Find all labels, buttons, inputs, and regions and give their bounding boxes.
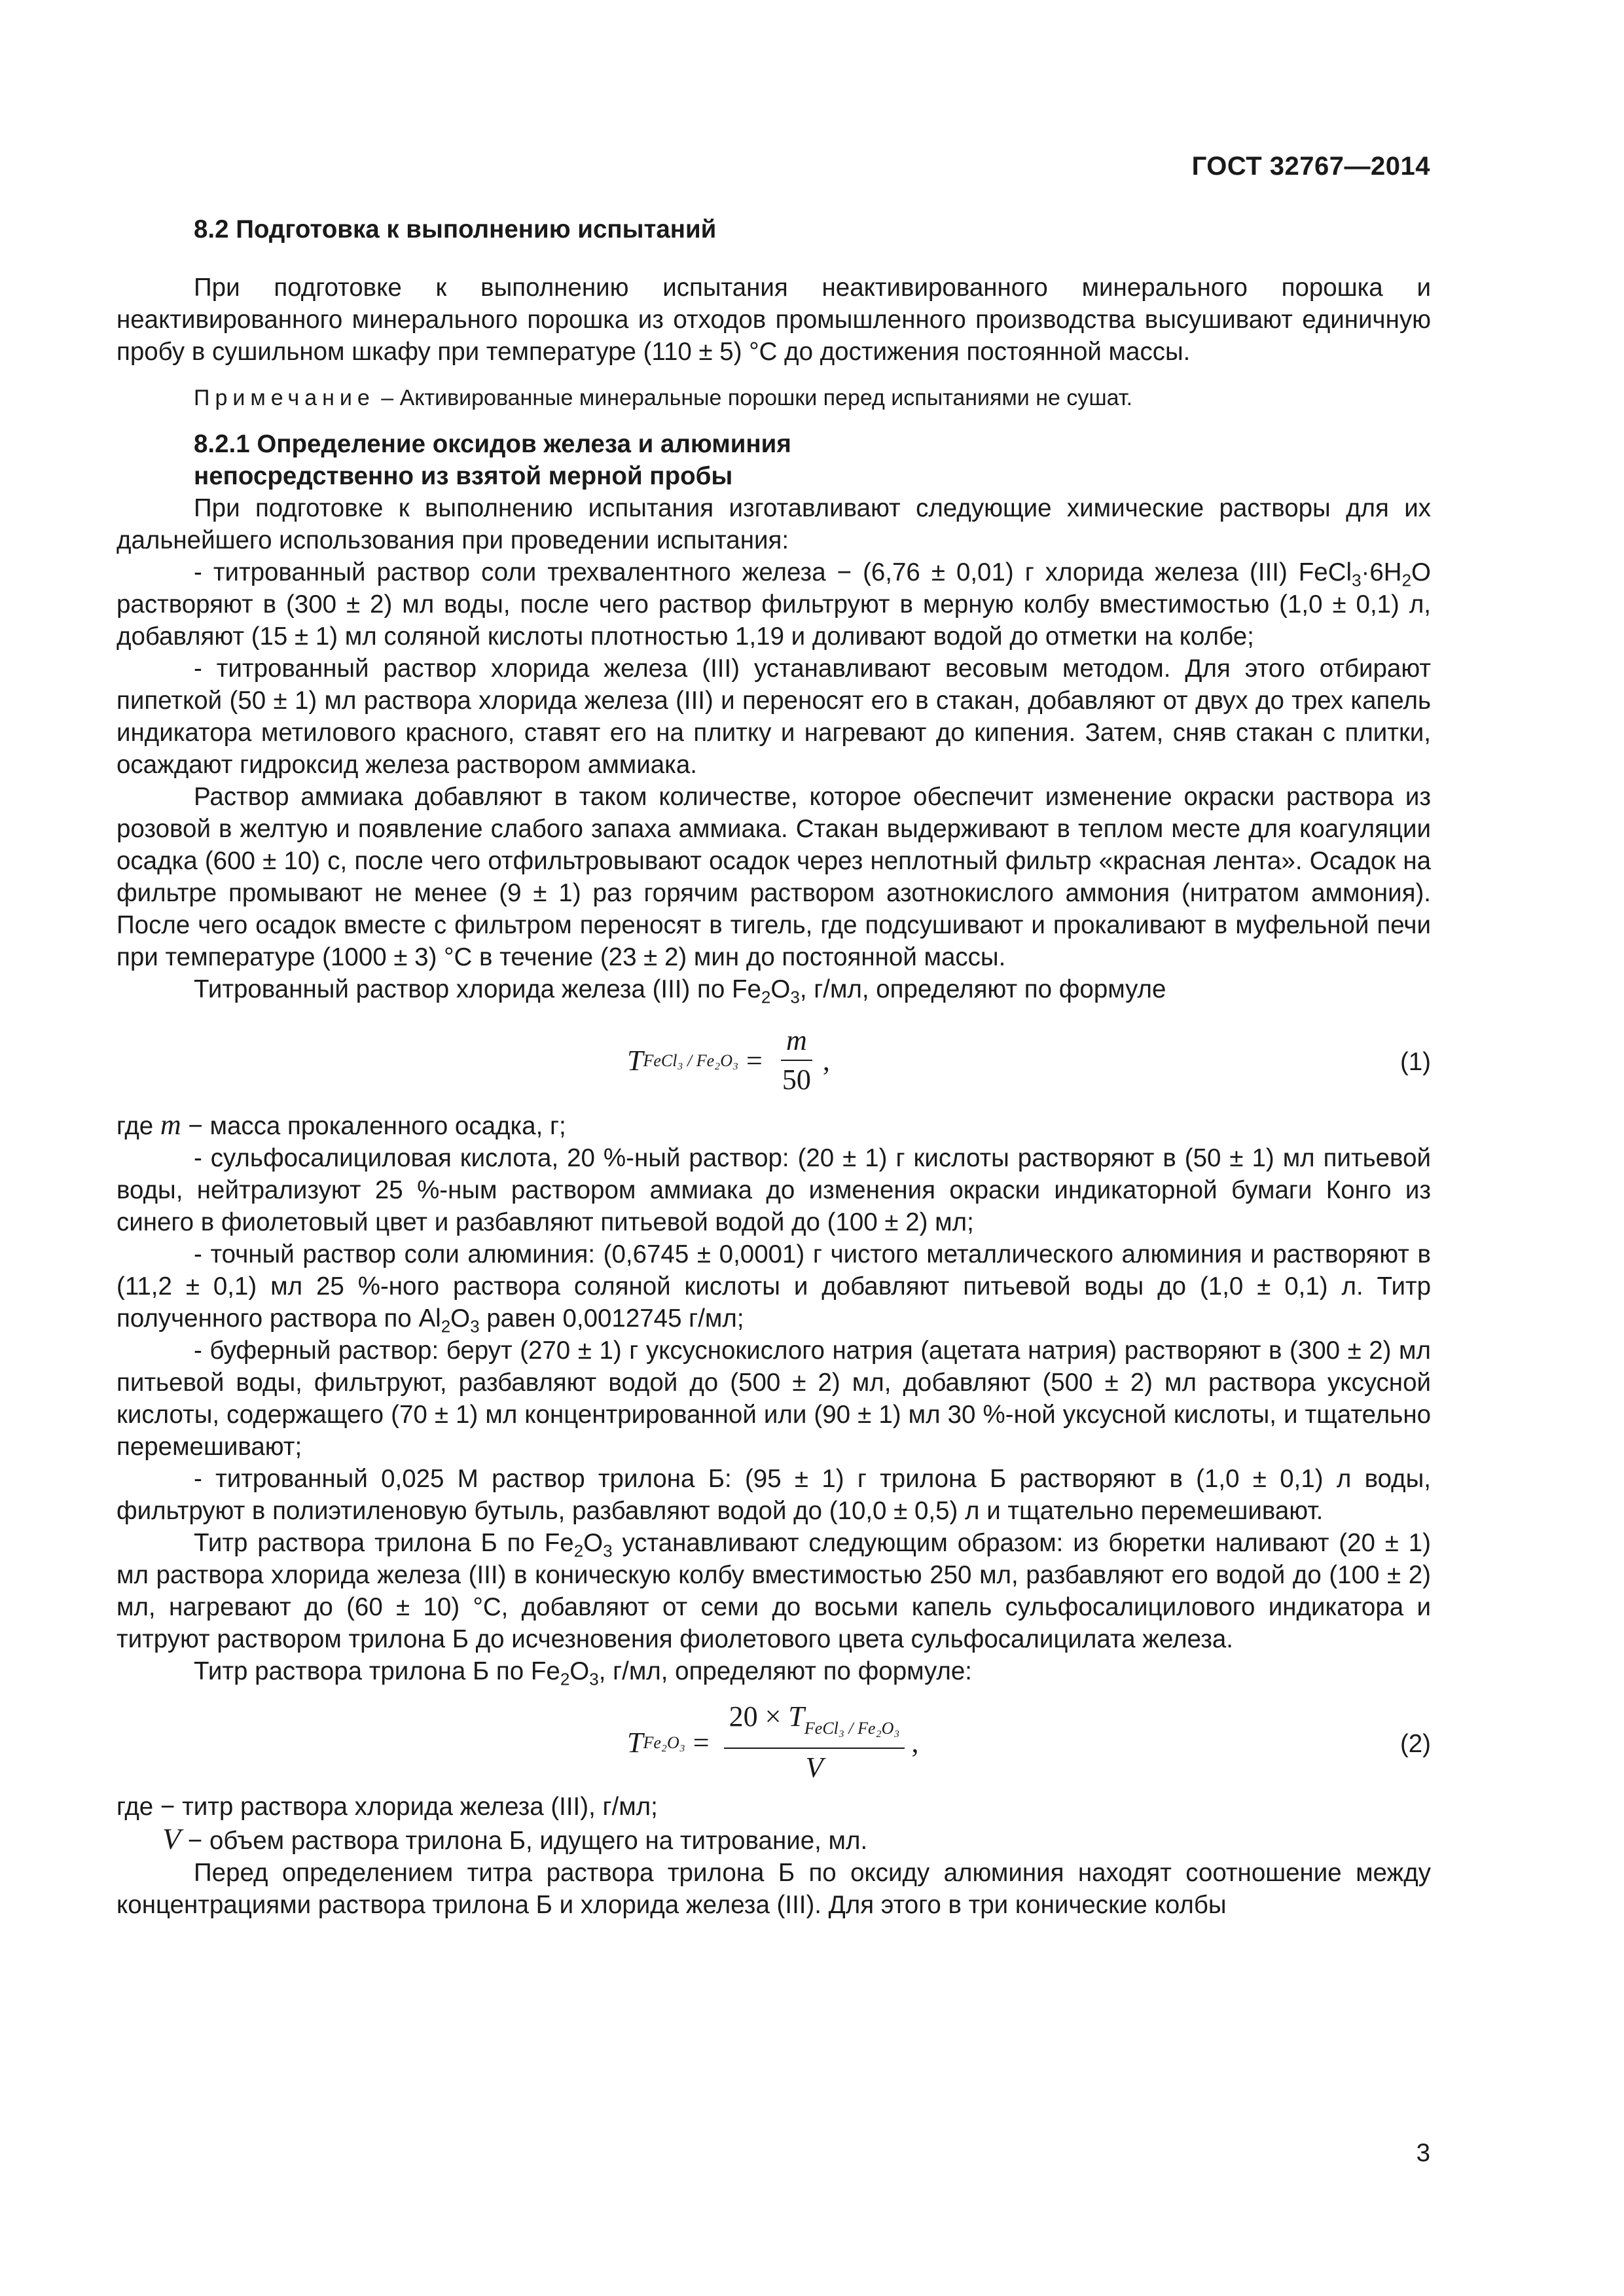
list-item-ferric-solution: - титрованный раствор соли трехвалентного железа − (6,76 ± 0,01) г хлорида железа (III) $FeCl_3\cdot 6H_2O$ растворяют в (300 ± 2) мл воды, после чего раствор фильтруют в мерную колбу вместимостью (1,0 ± 0,1) л, добавляют (15 ± 1) мл соляной кислоты плотностью 1,19 и доливают водой до отметки на колбе; — [117, 558, 1431, 651]
formula2-fraction — [724, 1700, 905, 1784]
where-m: где m − масса прокаленного осадка, г; — [117, 1109, 566, 1141]
formula2-tail: , — [911, 1726, 919, 1759]
formula1-eq: = — [746, 1044, 763, 1077]
note-label: Примечание — [194, 386, 375, 410]
paragraph-drying: При подготовке к выполнению испытания неактивированного минерального порошка и неактивированного минерального порошка из отходов промышленного производства высушивают единичную пробу в сушильном шкафу при температуре (110 ± 5) °С до достижения постоянной массы. — [117, 274, 1431, 366]
paragraph-last: Перед определением титра раствора трилона Б по оксиду алюминия находят соотношение между концентрациями раствора трилона Б и хлорида железа (III). Для этого в три конические колбы — [117, 1859, 1431, 1919]
formula2-numerator: $20 \times T_{FeCl_3 / Fe_2O_3}$ — [724, 1700, 905, 1749]
formula2-number: (2) — [1399, 1730, 1431, 1758]
note-text: – Активированные минеральные порошки перед испытаниями не сушат. — [374, 386, 1133, 410]
formula2-denominator: V — [805, 1751, 823, 1784]
list-item-buffer: - буферный раствор: берут (270 ± 1) г уксуснокислого натрия (ацетата натрия) растворяют в (300 ± 2) мл питьевой воды, фильтруют, разбавляют водой до (500 ± 2) мл, добавляют (500 ± 2) мл раствора уксусной кислоты, содержащего (70 ± 1) мл концентрированной или (90 ± 1) мл 30 %-ной уксусной кислоты, и тщательно перемешивают; — [117, 1336, 1431, 1461]
formula2-lhs-sub: Fe₂O₃ — [643, 1732, 685, 1752]
paragraph-ammonia: Раствор аммиака добавляют в таком количестве, которое обеспечит изменение окраски раствора из розовой в желтую и появление слабого запаха аммиака. Стакан выдерживают в теплом месте для коагуляции осадка (600 ± 10) с, после чего отфильтровывают осадок через неплотный фильтр «красная лента». Осадок на фильтре промывают не менее (9 ± 1) раз горячим раствором азотнокислого аммония (нитратом аммония). После чего осадок вместе с фильтром переносят в тигель, где подсушивают и прокаливают в муфельной печи при температуре (1000 ± 3) °С в течение (23 ± 2) мин до постоянной массы. — [117, 783, 1431, 971]
page-number: 3 — [1416, 2139, 1430, 2167]
section-heading-8-2: 8.2 Подготовка к выполнению испытаний — [194, 215, 717, 243]
list-item-aluminium: - точный раствор соли алюминия: (0,6745 ± 0,0001) г чистого металлического алюминия и растворяют в (11,2 ± 0,1) мл 25 %-ного раствора соляной кислоты и добавляют питьевой воды до (1,0 ± 0,1) л. Титр полученного раствора по $Al_2O_3$ равен 0,0012745 г/мл; — [117, 1240, 1431, 1336]
note — [117, 384, 1431, 412]
formula1-tail: , — [822, 1044, 830, 1077]
formula2-eq: = — [693, 1726, 710, 1759]
section-heading-8-2-1-line2: непосредственно из взятой мерной пробы — [194, 462, 733, 490]
paragraph-trilon-titr: Титр раствора трилона Б по $Fe_2O_3$ устанавливают следующим образом: из бюретки наливают (20 ± 1) мл раствора хлорида железа (III) в коническую колбу вместимостью 250 мл, разбавляют его водой до (100 ± 2) мл, нагревают до (60 ± 10) °С, добавляют от семи до восьми капель сульфосалицилового индикатора и титруют раствором трилона Б до исчезновения фиолетового цвета сульфосалицилата железа. — [117, 1529, 1431, 1653]
paragraph-trilon-formula-intro: Титр раствора трилона Б по $Fe_2O_3$, г/мл, определяют по формуле: — [194, 1657, 973, 1689]
page-content — [117, 213, 1431, 1921]
formula1-denominator: 50 — [782, 1064, 811, 1096]
where-titr: где − титр раствора хлорида железа (III), г/мл; — [117, 1793, 658, 1821]
paragraph-titr-fe: Титрованный раствор хлорида железа (III) по $Fe_2O_3$, г/мл, определяют по формуле — [194, 975, 1166, 1007]
list-item-ferric-chloride-weight: - титрованный раствор хлорида железа (III) устанавливают весовым методом. Для этого отбирают пипеткой (50 ± 1) мл раствора хлорида железа (III) и переносят его в стакан, добавляют от двух до трех капель индикатора метилового красного, ставят его на плитку и нагревают до кипения. Затем, сняв стакан с плитки, осаждают гидроксид железа раствором аммиака. — [117, 655, 1431, 779]
where-v: V − объем раствора трилона Б, идущего на титрование, мл. — [162, 1822, 868, 1856]
formula1-fraction — [777, 1024, 816, 1096]
list-item-sulfosalicylic: - сульфосалициловая кислота, 20 %-ный раствор: (20 ± 1) г кислоты растворяют в (50 ± 1) мл питьевой воды, нейтрализуют 25 %-ным раствором аммиака до изменения окраски индикаторной бумаги Конго из синего в фиолетовый цвет и разбавляют питьевой водой до (100 ± 2) мл; — [117, 1144, 1431, 1236]
formula1-numerator: m — [781, 1024, 812, 1061]
standard-code: ГОСТ 32767—2014 — [1191, 152, 1430, 181]
paragraph-intro: При подготовке к выполнению испытания изготавливают следующие химические растворы для их дальнейшего использования при проведении испытания: — [117, 494, 1431, 554]
section-heading-8-2-1-line1: 8.2.1 Определение оксидов железа и алюминия — [194, 430, 791, 458]
formula1-lhs-sub: FeCl₃ / Fe₂O₃ — [643, 1050, 739, 1070]
list-item-trilon: - титрованный 0,025 М раствор трилона Б: (95 ± 1) г трилона Б растворяют в (1,0 ± 0,1) л воды, фильтруют в полиэтиленовую бутыль, разбавляют водой до (10,0 ± 0,5) л и тщательно перемешивают. — [117, 1465, 1431, 1525]
formula-1 — [117, 1017, 1431, 1103]
formula1-number: (1) — [1399, 1048, 1431, 1076]
formula1-lhs-T: T — [627, 1044, 643, 1077]
formula2-lhs-T: T — [627, 1726, 643, 1759]
formula-2 — [117, 1699, 1431, 1785]
